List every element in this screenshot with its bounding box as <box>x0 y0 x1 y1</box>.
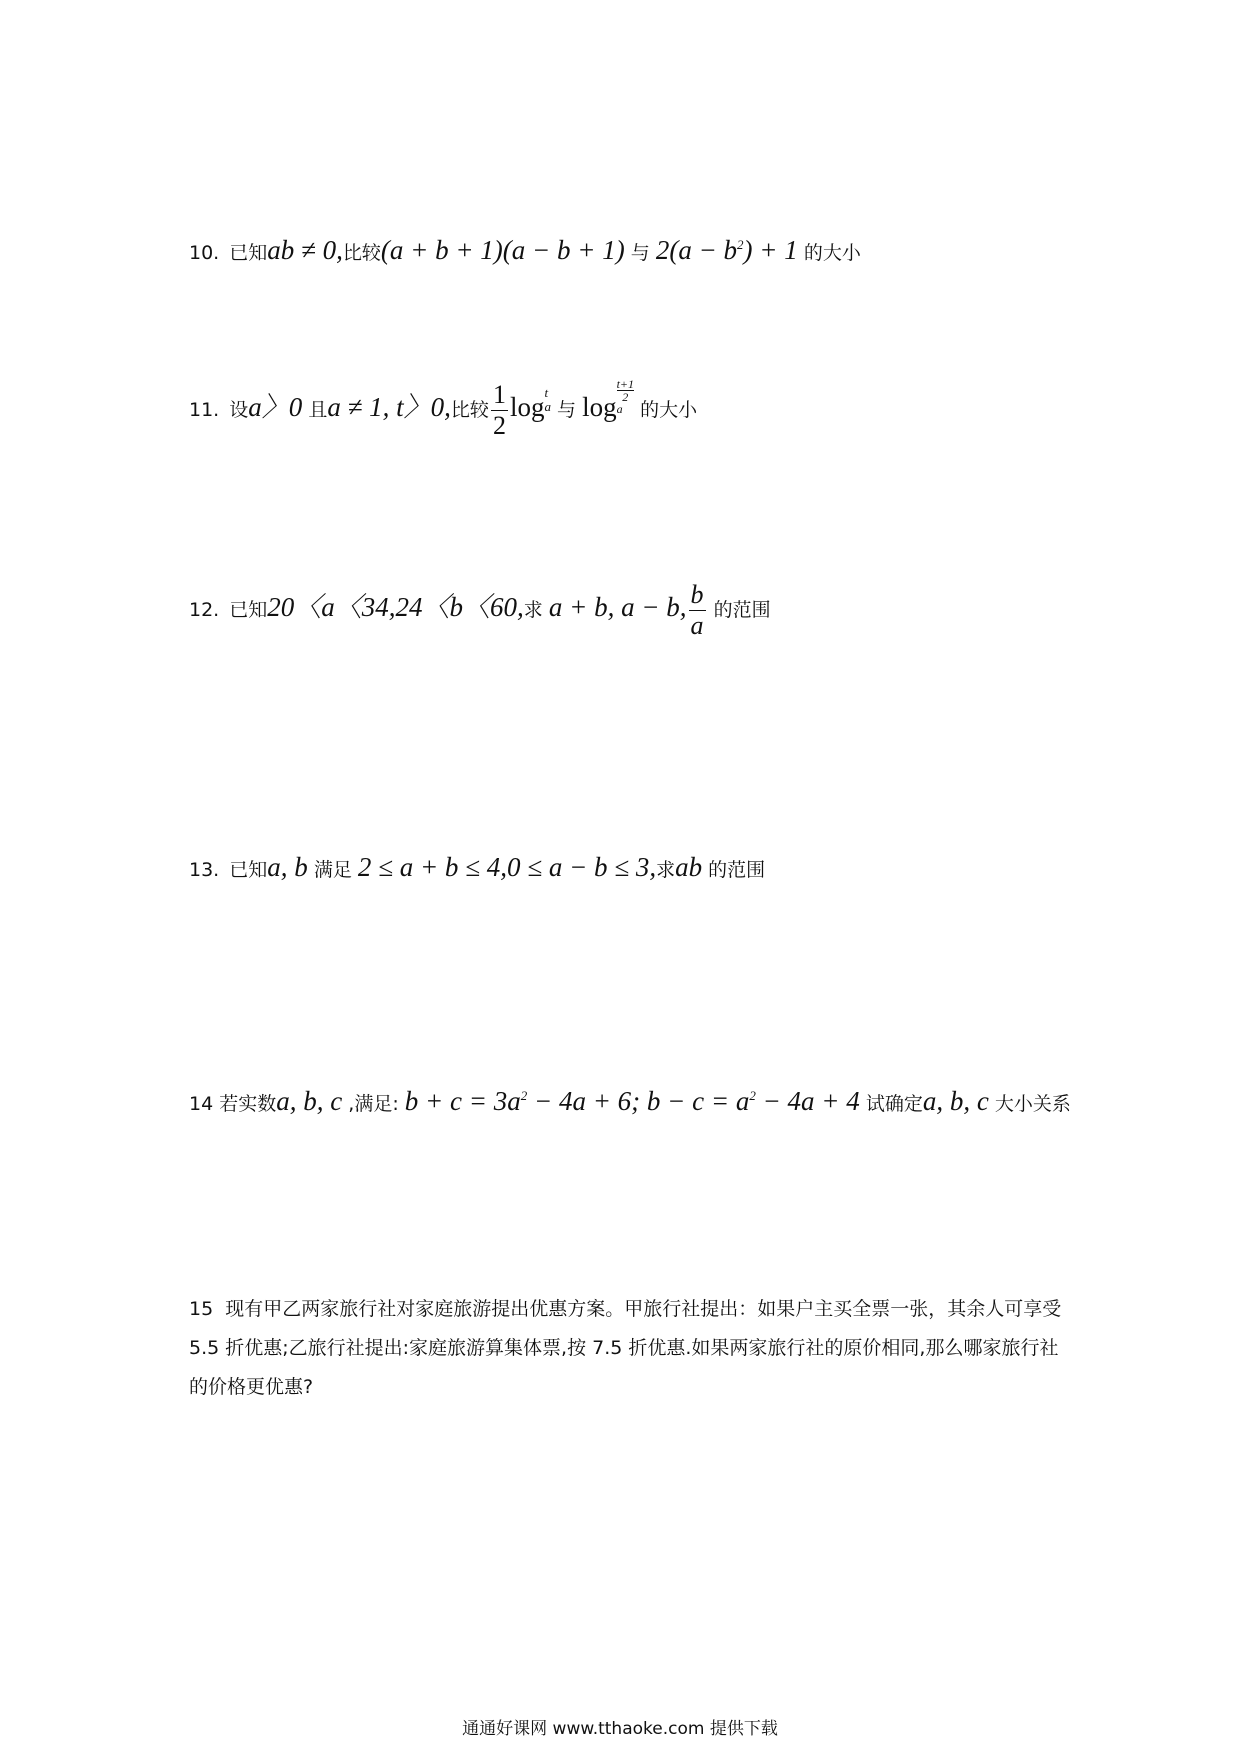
math-part: − 4a + 6; b − c = a <box>527 1086 750 1116</box>
exponent: 2 <box>737 237 744 252</box>
question-number: 10. <box>189 242 220 264</box>
math-expression: a ≠ 1, t〉0, <box>327 392 451 422</box>
question-text: 若实数 <box>219 1093 277 1115</box>
question-text: 且 <box>308 399 328 421</box>
question-number: 14 <box>189 1093 214 1115</box>
math-expression <box>405 1086 860 1116</box>
page-footer: 通通好课网 www.tthaoke.com 提供下载 <box>462 1719 778 1739</box>
math-expression: 2 ≤ a + b ≤ 4,0 ≤ a − b ≤ 3, <box>357 852 657 882</box>
question-13 <box>189 851 765 883</box>
question-10 <box>189 234 861 266</box>
math-part: − 4a + 4 <box>755 1086 860 1116</box>
question-text: 大小关系 <box>994 1093 1071 1115</box>
question-text: 设 <box>229 399 249 421</box>
question-text: 已知 <box>229 242 268 264</box>
log-function: log <box>582 392 617 422</box>
log-function: log <box>509 392 545 422</box>
math-part: ) + 1 <box>743 235 798 265</box>
exponent: 2 <box>749 1088 756 1103</box>
exponent: 2 <box>520 1088 528 1103</box>
question-number: 15 <box>189 1298 214 1320</box>
question-14 <box>189 1085 1071 1117</box>
question-text: 的范围 <box>708 859 766 881</box>
question-text: 已知 <box>229 599 268 621</box>
math-expression <box>656 235 798 265</box>
fraction-denominator: a <box>690 611 704 640</box>
question-text: 与 <box>557 399 577 421</box>
question-text: 比较 <box>342 242 381 264</box>
question-text: 求 <box>523 599 543 621</box>
math-expression: ab ≠ 0, <box>267 235 343 265</box>
math-expression: 20〈a〈34,24〈b〈60, <box>267 592 524 622</box>
fraction <box>491 382 508 439</box>
math-part: b + c = 3a <box>404 1086 521 1116</box>
question-15 <box>189 1290 1069 1407</box>
question-text: 已知 <box>229 859 268 881</box>
question-11 <box>189 377 698 440</box>
question-text: 求 <box>656 859 676 881</box>
math-expression: a〉0 <box>248 392 303 422</box>
question-text: ,满足: <box>348 1093 399 1115</box>
log-base: a <box>616 402 623 416</box>
math-expression: (a + b + 1)(a − b + 1) <box>380 235 625 265</box>
math-expression: a, b, c <box>276 1086 343 1116</box>
math-expression: a, b, c <box>922 1086 989 1116</box>
question-text: 现有甲乙两家旅行社对家庭旅游提出优惠方案。甲旅行社提出：如果户主买全票一张，其余人可享受 5.5 折优惠;乙旅行社提出:家庭旅游算集体票,按 7.5 折优惠.如果两家旅行社的原价相同,那么哪家旅行社的价格更优惠? <box>189 1298 1062 1398</box>
question-number: 12. <box>189 599 220 621</box>
question-text: 满足 <box>313 859 352 881</box>
log-argument-numerator: t+1 <box>616 377 635 391</box>
log-argument-denominator: 2 <box>622 390 629 404</box>
question-text: 试确定 <box>865 1093 923 1115</box>
math-expression: a, b <box>267 852 308 882</box>
log-base: a <box>544 399 551 414</box>
question-number: 13. <box>189 859 220 881</box>
fraction-numerator: 1 <box>492 380 506 409</box>
fraction-numerator: b <box>690 580 704 609</box>
log-argument: t <box>544 385 549 400</box>
question-text: 的大小 <box>640 399 698 421</box>
fraction <box>689 582 706 639</box>
question-number: 11. <box>189 399 220 421</box>
question-text: 的大小 <box>803 242 861 264</box>
question-text: 的范围 <box>713 599 771 621</box>
math-expression: a + b, a − b, <box>548 592 687 622</box>
fraction-denominator: 2 <box>492 411 506 440</box>
math-expression: ab <box>675 852 703 882</box>
question-12 <box>189 582 771 639</box>
question-text: 与 <box>630 242 650 264</box>
question-text: 比较 <box>450 399 489 421</box>
math-part: 2(a − b <box>655 235 738 265</box>
